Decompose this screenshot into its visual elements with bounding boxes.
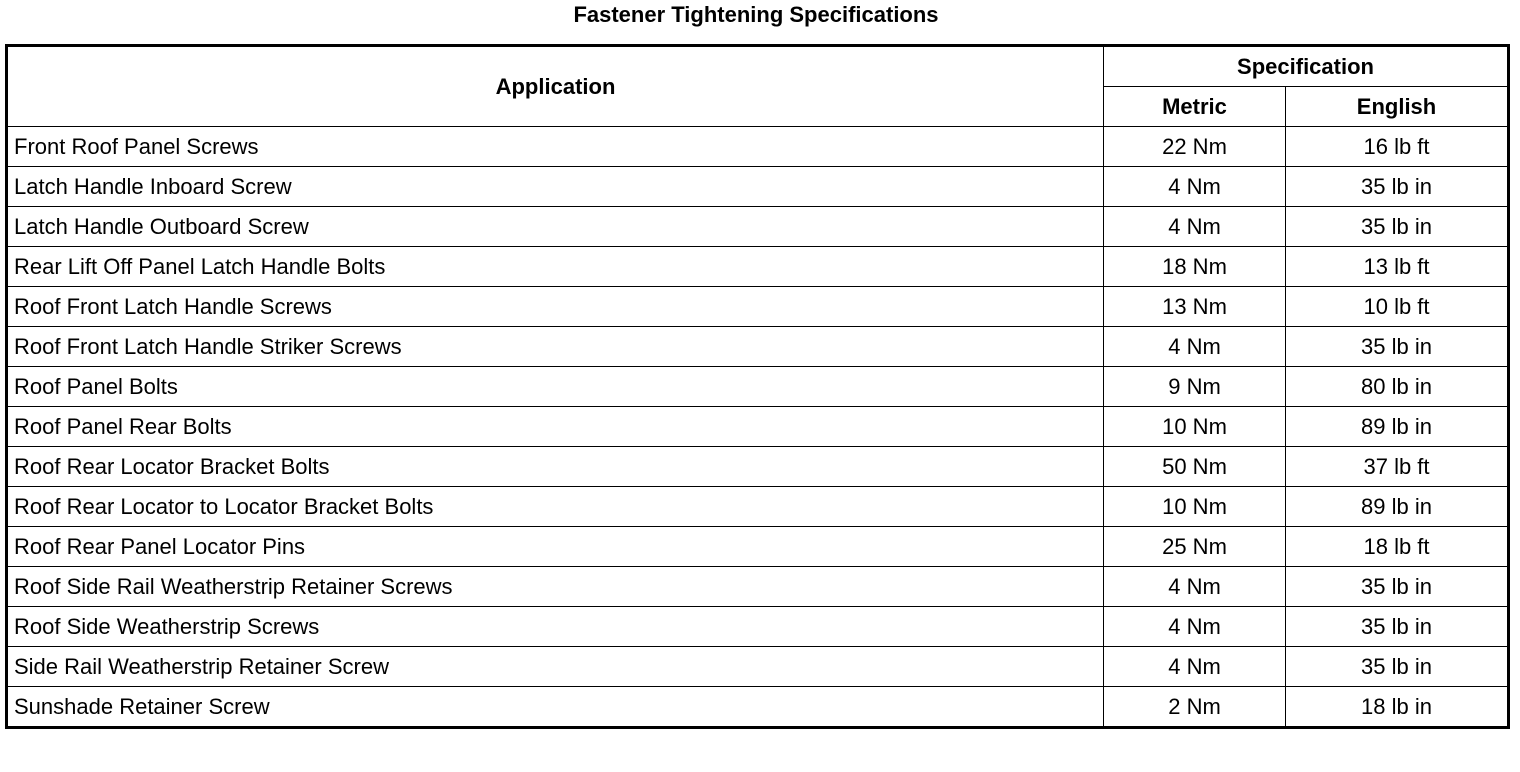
- cell-english: 18 lb ft: [1286, 527, 1509, 567]
- cell-metric: 4 Nm: [1104, 647, 1286, 687]
- table-row: [7, 287, 1509, 327]
- cell-metric: 25 Nm: [1104, 527, 1286, 567]
- cell-metric: 50 Nm: [1104, 447, 1286, 487]
- cell-english: 35 lb in: [1286, 207, 1509, 247]
- table-row: [7, 207, 1509, 247]
- cell-english: 18 lb in: [1286, 687, 1509, 728]
- table-row: [7, 407, 1509, 447]
- table-row: [7, 247, 1509, 287]
- cell-metric: 2 Nm: [1104, 687, 1286, 728]
- cell-application: Side Rail Weatherstrip Retainer Screw: [7, 647, 1104, 687]
- cell-application: Roof Rear Locator to Locator Bracket Bolts: [7, 487, 1104, 527]
- column-header-specification: Specification: [1104, 46, 1509, 87]
- cell-application: Roof Panel Rear Bolts: [7, 407, 1104, 447]
- cell-application: Roof Side Weatherstrip Screws: [7, 607, 1104, 647]
- cell-metric: 4 Nm: [1104, 207, 1286, 247]
- column-header-metric: Metric: [1104, 87, 1286, 127]
- table-row: [7, 127, 1509, 167]
- column-header-english: English: [1286, 87, 1509, 127]
- table-row: [7, 607, 1509, 647]
- cell-application: Roof Rear Locator Bracket Bolts: [7, 447, 1104, 487]
- cell-application: Front Roof Panel Screws: [7, 127, 1104, 167]
- cell-application: Latch Handle Outboard Screw: [7, 207, 1104, 247]
- cell-application: Roof Side Rail Weatherstrip Retainer Screws: [7, 567, 1104, 607]
- table-row: [7, 647, 1509, 687]
- cell-english: 35 lb in: [1286, 567, 1509, 607]
- cell-english: 35 lb in: [1286, 647, 1509, 687]
- cell-english: 35 lb in: [1286, 607, 1509, 647]
- cell-metric: 22 Nm: [1104, 127, 1286, 167]
- fastener-spec-table: [5, 44, 1510, 729]
- table-header: [7, 46, 1509, 127]
- cell-metric: 10 Nm: [1104, 487, 1286, 527]
- table-row: [7, 527, 1509, 567]
- cell-metric: 18 Nm: [1104, 247, 1286, 287]
- table-row: [7, 327, 1509, 367]
- cell-application: Rear Lift Off Panel Latch Handle Bolts: [7, 247, 1104, 287]
- table-row: [7, 687, 1509, 728]
- column-header-application: Application: [7, 46, 1104, 127]
- cell-metric: 9 Nm: [1104, 367, 1286, 407]
- cell-english: 10 lb ft: [1286, 287, 1509, 327]
- table-row: [7, 367, 1509, 407]
- cell-english: 89 lb in: [1286, 407, 1509, 447]
- cell-english: 37 lb ft: [1286, 447, 1509, 487]
- cell-english: 35 lb in: [1286, 167, 1509, 207]
- cell-english: 89 lb in: [1286, 487, 1509, 527]
- cell-application: Roof Front Latch Handle Screws: [7, 287, 1104, 327]
- page-title: Fastener Tightening Specifications: [573, 2, 939, 27]
- cell-english: 16 lb ft: [1286, 127, 1509, 167]
- table-row: [7, 447, 1509, 487]
- cell-metric: 4 Nm: [1104, 607, 1286, 647]
- cell-application: Sunshade Retainer Screw: [7, 687, 1104, 728]
- cell-application: Roof Front Latch Handle Striker Screws: [7, 327, 1104, 367]
- table-row: [7, 167, 1509, 207]
- cell-metric: 4 Nm: [1104, 167, 1286, 207]
- cell-application: Roof Rear Panel Locator Pins: [7, 527, 1104, 567]
- header-row-top: [7, 46, 1509, 87]
- cell-metric: 4 Nm: [1104, 567, 1286, 607]
- cell-application: Latch Handle Inboard Screw: [7, 167, 1104, 207]
- table-row: [7, 567, 1509, 607]
- cell-metric: 4 Nm: [1104, 327, 1286, 367]
- cell-english: 35 lb in: [1286, 327, 1509, 367]
- cell-metric: 10 Nm: [1104, 407, 1286, 447]
- cell-metric: 13 Nm: [1104, 287, 1286, 327]
- cell-english: 80 lb in: [1286, 367, 1509, 407]
- table-body: [7, 127, 1509, 728]
- table-row: [7, 487, 1509, 527]
- cell-application: Roof Panel Bolts: [7, 367, 1104, 407]
- cell-english: 13 lb ft: [1286, 247, 1509, 287]
